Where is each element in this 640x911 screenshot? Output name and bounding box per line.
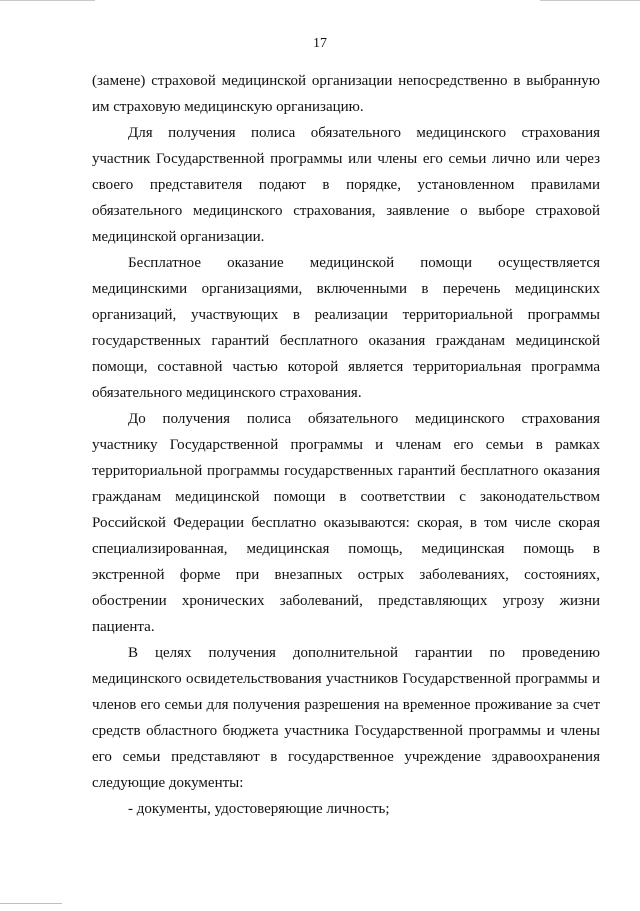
document-body (92, 68, 600, 822)
paragraph-policy-application: Для получения полиса обязательного медицинского страхования участник Государственной программы или члены его семьи лично или через своего представителя подают в порядке, установленном правилами обязательного медицинского страхования, заявление о выборе страховой медицинской организации. (92, 125, 600, 245)
paragraph-before-policy: До получения полиса обязательного медицинского страхования участнику Государственной программы и членам его семьи в рамках территориальной программы государственных гарантий бесплатного оказания гражданам медицинской помощи в соответствии с законодательством Российской Федерации бесплатно оказываются: скорая, в том числе скорая специализированная, медицинская помощь, медицинская помощь в экстренной форме при внезапных острых заболеваниях, состояниях, обострении хронических заболеваний, представляющих угрозу жизни пациента. (92, 411, 600, 635)
paragraph-additional-guarantee: В целях получения дополнительной гарантии по проведению медицинского освидетельствования участников Государственной программы и членов его семьи для получения разрешения на временное проживание за счет средств областного бюджета участника Государственной программы и члены его семьи представляют в государственное учреждение здравоохранения следующие документы: (92, 645, 600, 791)
scan-edge-mark (0, 0, 95, 1)
scan-edge-mark (0, 903, 62, 904)
page-number: 17 (313, 36, 327, 51)
scan-edge-mark (540, 0, 640, 1)
list-item-identity-documents: - документы, удостоверяющие личность; (128, 801, 390, 817)
paragraph-free-medical-care: Бесплатное оказание медицинской помощи осуществляется медицинскими организациями, включенными в перечень медицинских организаций, участвующих в реализации территориальной программы государственных гарантий бесплатного оказания гражданам медицинской помощи, составной частью которой является территориальная программа обязательного медицинского страхования. (92, 255, 600, 401)
paragraph-continuation: (замене) страховой медицинской организации непосредственно в выбранную им страховую медицинскую организацию. (92, 73, 600, 115)
